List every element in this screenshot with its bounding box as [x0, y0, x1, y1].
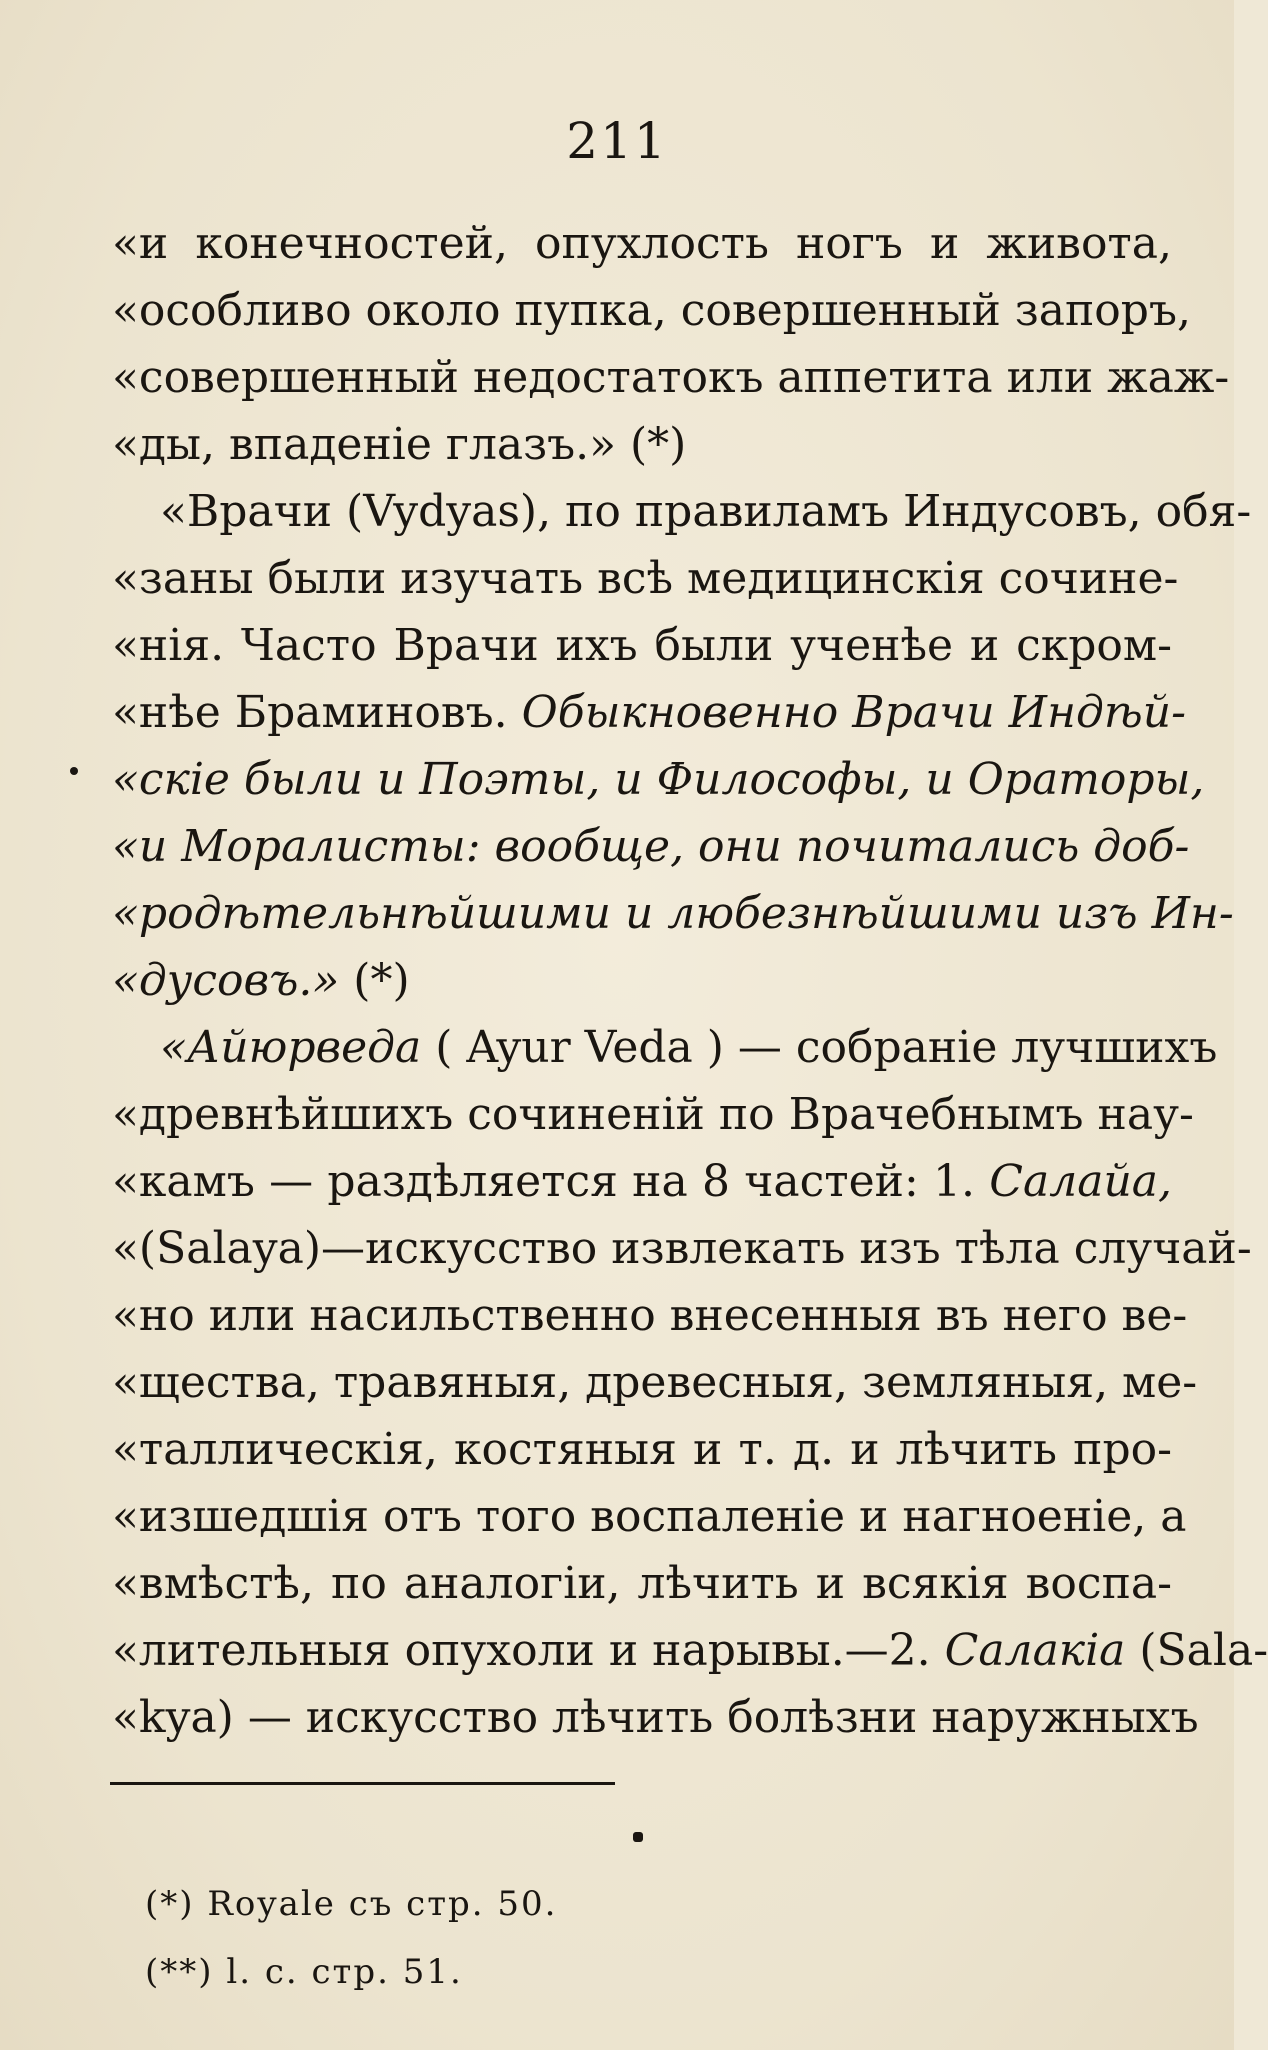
text-span: ( Ayur Veda ) — собраніе лучшихъ	[421, 1022, 1218, 1073]
italic-text: Салайа,	[989, 1156, 1172, 1207]
text-span: «ды, впаденіе глазъ.» (*)	[112, 419, 687, 470]
footnote-2: (**) l. c. стр. 51.	[145, 1952, 463, 1992]
italic-text: Салакіа	[944, 1625, 1126, 1676]
text-span: «заны были изучать всѣ медицинскія сочине-	[112, 553, 1179, 604]
text-span: «и конечностей, опухлость ногъ и живота,	[112, 218, 1172, 269]
text-line	[112, 947, 1172, 1014]
text-span: «нѣе Браминовъ.	[112, 687, 522, 738]
text-line	[112, 411, 1172, 478]
text-line	[112, 679, 1186, 746]
footnote-divider	[110, 1782, 615, 1785]
margin-mark	[70, 767, 78, 775]
text-line	[112, 1550, 1172, 1617]
text-line	[112, 612, 1172, 679]
text-span: «(Salaya)—искусство извлекать изъ тѣла случай-	[112, 1223, 1252, 1274]
text-span: «таллическія, костяныя и т. д. и лѣчить про-	[112, 1424, 1172, 1475]
text-line	[112, 880, 1234, 947]
text-span: «щества, травяныя, древесныя, земляныя, ме-	[112, 1357, 1198, 1408]
text-line	[112, 478, 1252, 545]
text-line	[112, 1215, 1252, 1282]
italic-text: «дусовъ.»	[112, 955, 340, 1006]
text-line	[112, 813, 1190, 880]
text-span: «изшедшія отъ того воспаленіе и нагноеніе, а	[112, 1491, 1187, 1542]
text-span: «вмѣстѣ, по аналогіи, лѣчить и всякія воспа-	[112, 1558, 1172, 1609]
text-line	[112, 1014, 1218, 1081]
text-line	[112, 1148, 1172, 1215]
text-span: «нія. Часто Врачи ихъ были ученѣе и скром-	[112, 620, 1172, 671]
text-line	[112, 1349, 1198, 1416]
text-line	[112, 1617, 1268, 1684]
text-span: «совершенный недостатокъ аппетита или жаж-	[112, 352, 1230, 403]
body-text	[112, 210, 1268, 1751]
text-line	[112, 1684, 1199, 1751]
text-line	[112, 1416, 1172, 1483]
text-line	[112, 1282, 1188, 1349]
text-span: «древнѣйшихъ сочиненій по Врачебнымъ нау-	[112, 1089, 1194, 1140]
text-line	[112, 545, 1179, 612]
text-span: «но или насильственно внесенныя въ него ве-	[112, 1290, 1188, 1341]
text-span: «особливо около пупка, совершенный запоръ,	[112, 285, 1191, 336]
text-span: «камъ — раздѣляется на 8 частей: 1.	[112, 1156, 990, 1207]
italic-text: Обыкновенно Врачи Индѣй-	[521, 687, 1186, 738]
text-span: (*)	[339, 955, 410, 1006]
text-span: «kya) — искусство лѣчить болѣзни наружныхъ	[112, 1692, 1199, 1743]
text-line	[112, 1483, 1187, 1550]
text-span: «лительныя опухоли и нарывы.—2.	[112, 1625, 945, 1676]
italic-text: «и Моралисты: вообще, они почитались доб-	[112, 821, 1190, 872]
print-mark	[633, 1832, 643, 1842]
italic-text: «Айюрведа	[160, 1022, 422, 1073]
italic-text: «родѣтельнѣйшими и любезнѣйшими изъ Ин-	[112, 888, 1234, 939]
text-line	[112, 210, 1172, 277]
footnote-1: (*) Royale съ стр. 50.	[145, 1884, 558, 1924]
text-line	[112, 1081, 1194, 1148]
text-span: (Sala-	[1125, 1625, 1268, 1676]
italic-text: «скіе были и Поэты, и Философы, и Ораторы,	[112, 754, 1205, 805]
footnotes	[145, 1870, 1045, 2006]
text-span: «Врачи (Vydyas), по правиламъ Индусовъ, обя-	[160, 486, 1252, 537]
text-line	[112, 344, 1230, 411]
text-line	[112, 746, 1205, 813]
text-line	[112, 277, 1191, 344]
page-number: 211	[566, 112, 668, 170]
